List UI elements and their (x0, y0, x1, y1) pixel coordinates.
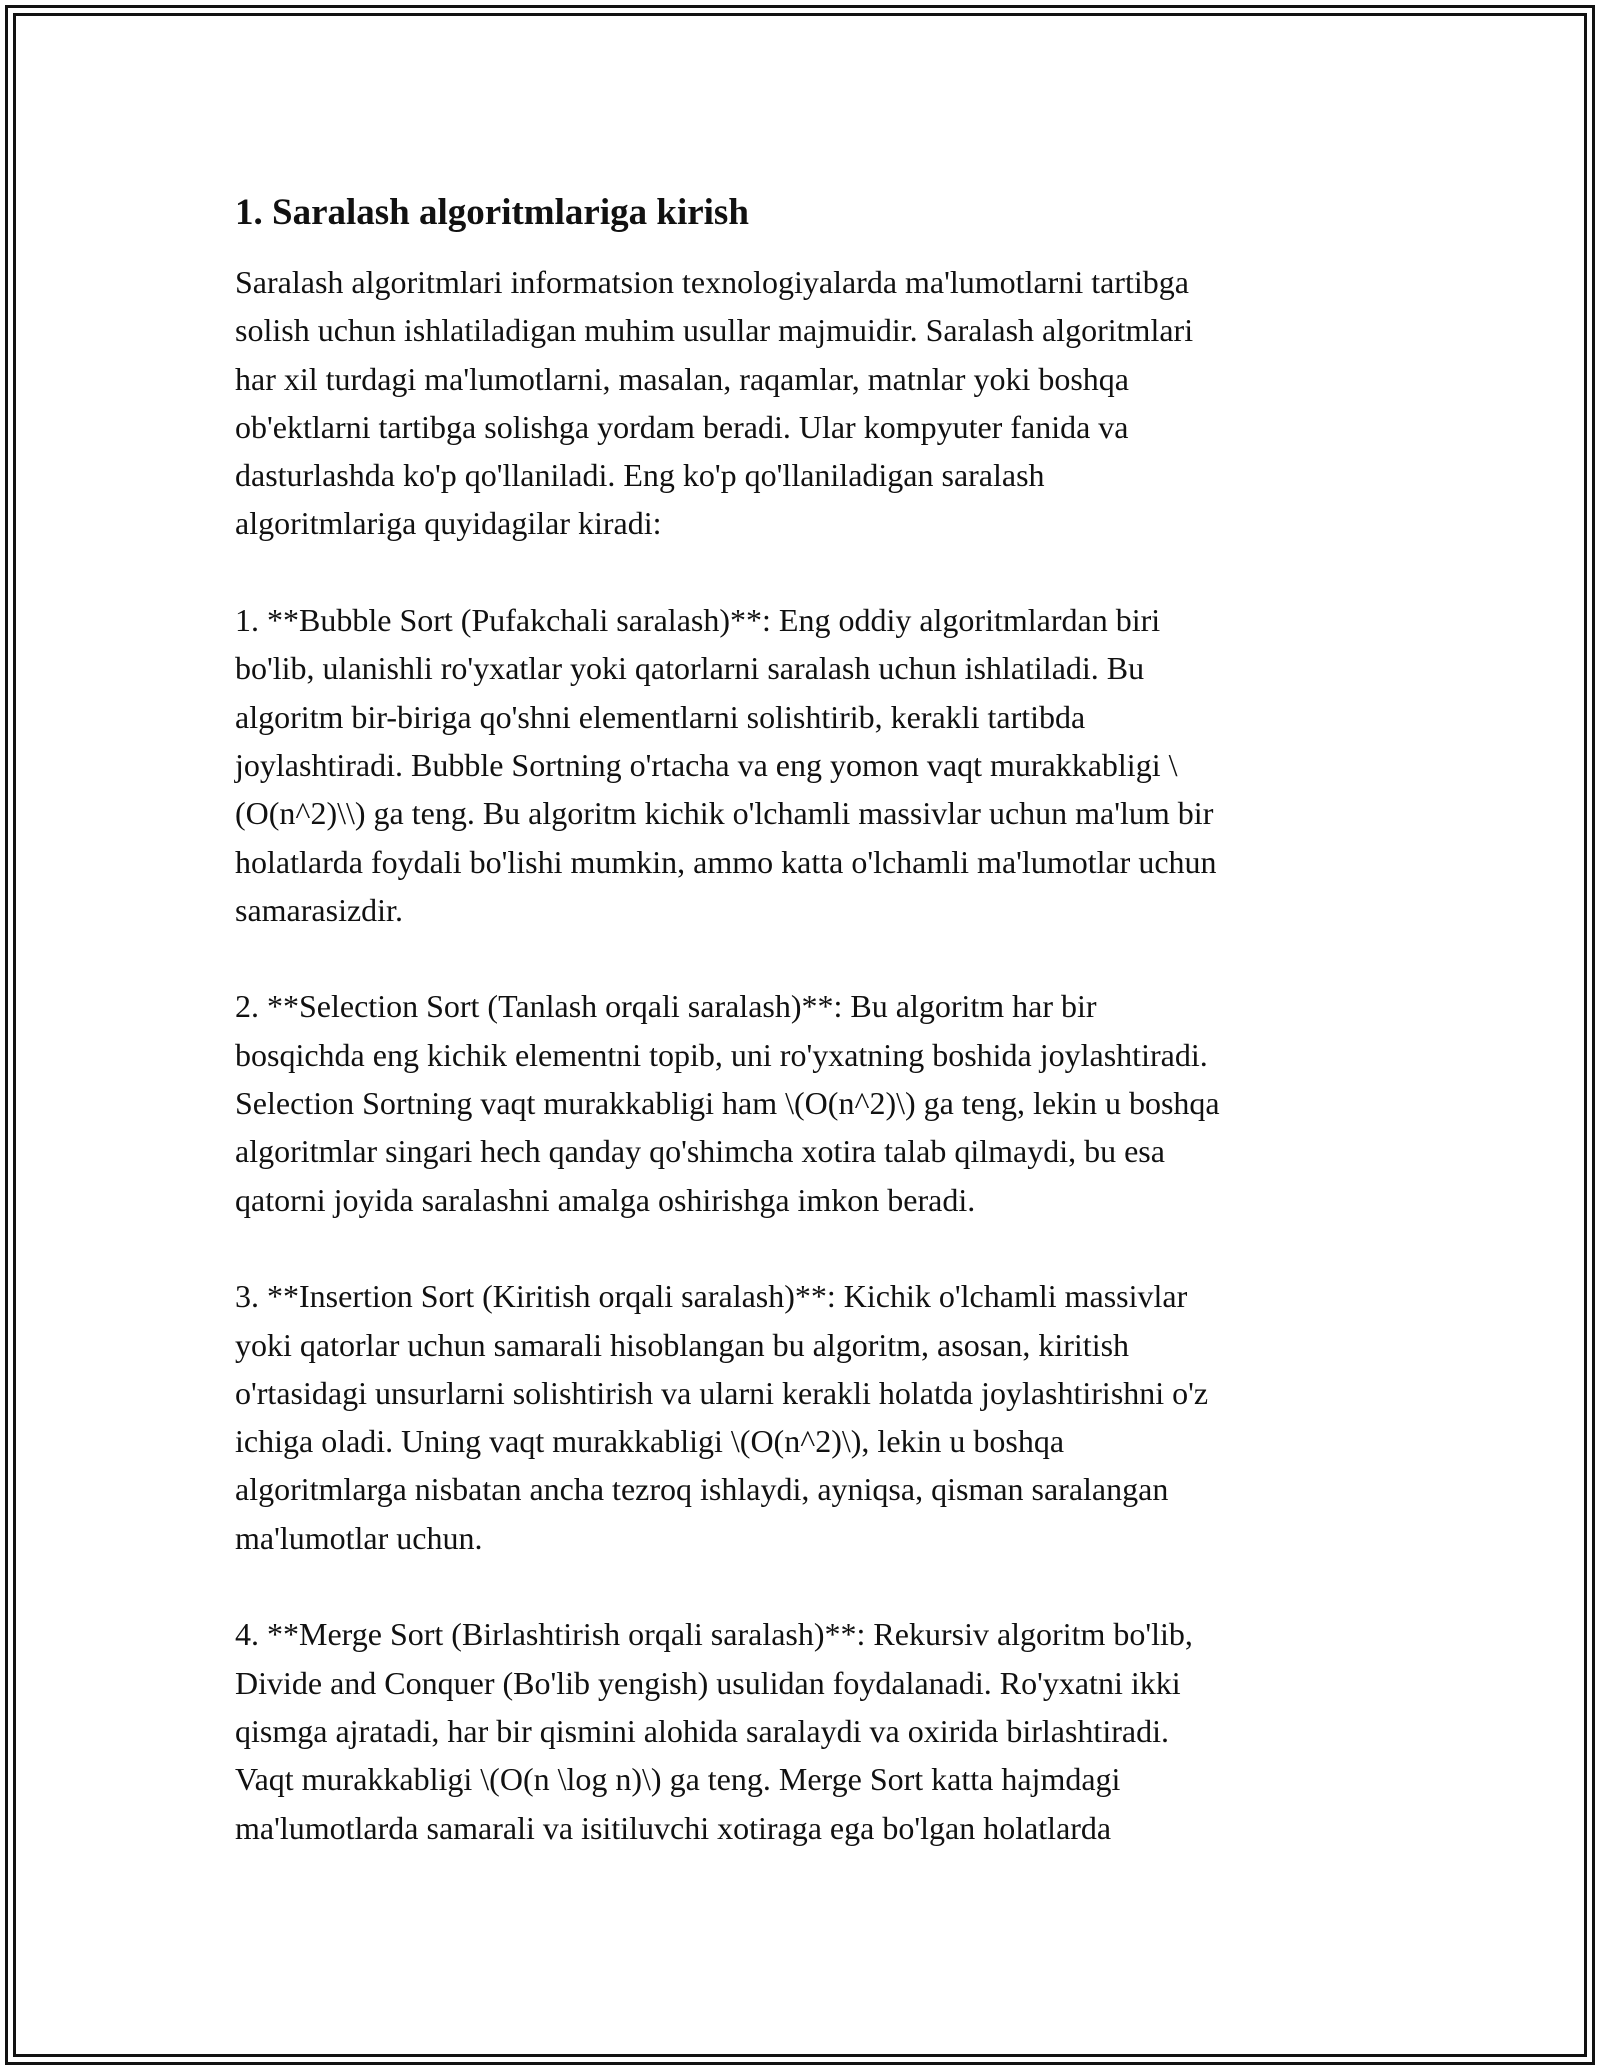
text-line: algoritmlariga quyidagilar kiradi: (235, 505, 662, 542)
text-line: ma'lumotlarda samarali va isitiluvchi xotiraga ega bo'lgan holatlarda (235, 1809, 1112, 1846)
document-content (235, 183, 1375, 1900)
text-line: joylashtiradi. Bubble Sortning o'rtacha va eng yomon vaqt murakkabligi \ (235, 746, 1178, 783)
text-line: algoritm bir-biriga qo'shni elementlarni solishtirib, kerakli tartibda (235, 698, 1086, 735)
text-line: qatorni joyida saralashni amalga oshirishga imkon beradi. (235, 1181, 976, 1218)
text-line: solish uchun ishlatiladigan muhim usullar majmuidir. Saralash algoritmlari (235, 312, 1194, 349)
text-line: dasturlashda ko'p qo'llaniladi. Eng ko'p qo'llaniladigan saralash (235, 457, 1045, 494)
text-line: ma'lumotlar uchun. (235, 1519, 483, 1556)
paragraph-intro (235, 258, 1375, 548)
paragraph-merge-sort (235, 1610, 1375, 1851)
page-title: 1. Saralash algoritmlariga kirish (235, 192, 749, 233)
text-line: Selection Sortning vaqt murakkabligi ham \(O(n^2)\) ga teng, lekin u boshqa (235, 1085, 1220, 1122)
text-line: qismga ajratadi, har bir qismini alohida saralaydi va oxirida birlashtiradi. (235, 1712, 1169, 1749)
text-line: Vaqt murakkabligi \(O(n \log n)\) ga teng. Merge Sort katta hajmdagi (235, 1761, 1121, 1798)
paragraph-insertion-sort (235, 1272, 1375, 1562)
text-line: 4. **Merge Sort (Birlashtirish orqali saralash)**: Rekursiv algoritm bo'lib, (235, 1616, 1193, 1653)
text-line: bo'lib, ulanishli ro'yxatlar yoki qatorlarni saralash uchun ishlatiladi. Bu (235, 650, 1145, 687)
text-line: holatlarda foydali bo'lishi mumkin, ammo katta o'lchamli ma'lumotlar uchun (235, 843, 1217, 880)
text-line: samarasizdir. (235, 891, 403, 928)
text-line: bosqichda eng kichik elementni topib, uni ro'yxatning boshida joylashtiradi. (235, 1036, 1208, 1073)
paragraph-selection-sort (235, 982, 1375, 1223)
text-line: 3. **Insertion Sort (Kiritish orqali saralash)**: Kichik o'lchamli massivlar (235, 1278, 1188, 1315)
paragraph-bubble-sort (235, 596, 1375, 934)
text-line: 2. **Selection Sort (Tanlash orqali saralash)**: Bu algoritm har bir (235, 988, 1097, 1025)
text-line: o'rtasidagi unsurlarni solishtirish va ularni kerakli holatda joylashtirishni o'z (235, 1374, 1209, 1411)
text-line: ob'ektlarni tartibga solishga yordam beradi. Ular kompyuter fanida va (235, 408, 1129, 445)
text-line: algoritmlar singari hech qanday qo'shimcha xotira talab qilmaydi, bu esa (235, 1133, 1165, 1170)
text-line: ichiga oladi. Uning vaqt murakkabligi \(O(n^2)\), lekin u boshqa (235, 1423, 1065, 1460)
text-line: har xil turdagi ma'lumotlarni, masalan, raqamlar, matnlar yoki boshqa (235, 360, 1129, 397)
text-line: 1. **Bubble Sort (Pufakchali saralash)**: Eng oddiy algoritmlardan biri (235, 602, 1161, 639)
text-line: yoki qatorlar uchun samarali hisoblangan bu algoritm, asosan, kiritish (235, 1326, 1130, 1363)
text-line: algoritmlarga nisbatan ancha tezroq ishlaydi, ayniqsa, qisman saralangan (235, 1471, 1169, 1508)
text-line: Divide and Conquer (Bo'lib yengish) usulidan foydalanadi. Ro'yxatni ikki (235, 1664, 1181, 1701)
text-line: Saralash algoritmlari informatsion texnologiyalarda ma'lumotlarni tartibga (235, 264, 1189, 300)
text-line: (O(n^2)\\) ga teng. Bu algoritm kichik o'lchamli massivlar uchun ma'lum bir (235, 795, 1214, 832)
